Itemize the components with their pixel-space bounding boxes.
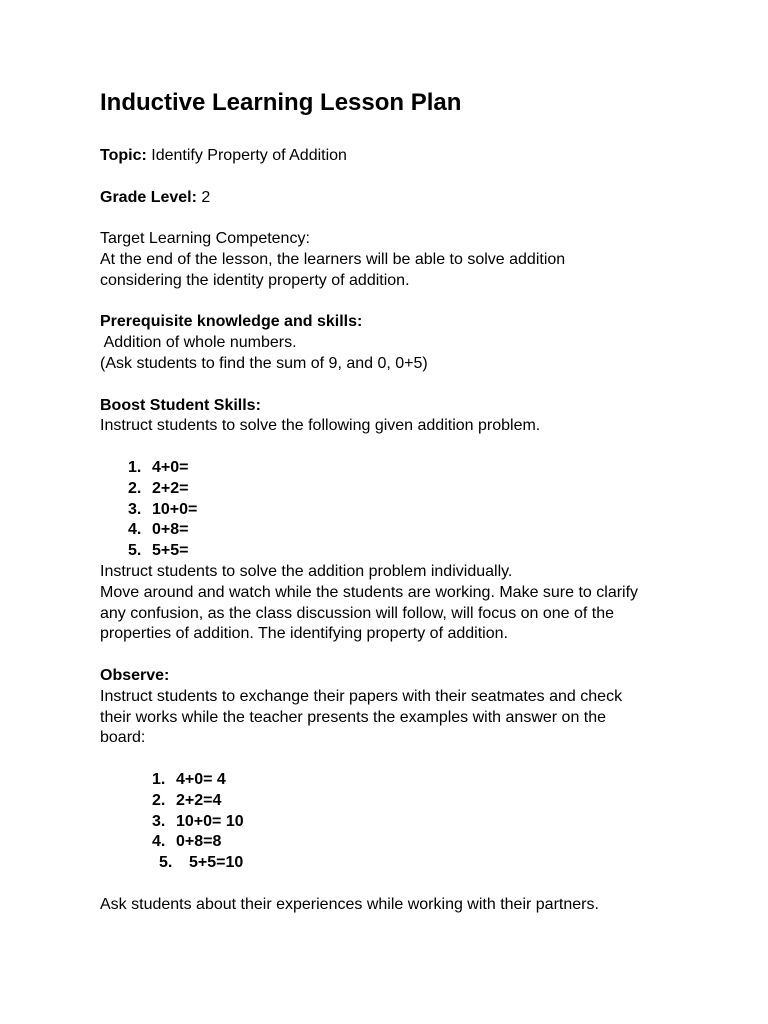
boost-problem-list [100,458,680,562]
boost-heading: Boost Student Skills: [100,396,261,414]
grade-value: 2 [201,188,211,206]
competency-text-line: considering the identity property of addition. [100,271,410,289]
observe-answer-list [100,770,680,874]
list-item: 5. 5+5=10 [159,854,244,872]
observe-text-line: board: [100,729,146,747]
grade-label: Grade Level: [100,188,197,206]
list-item: 3. 10+0= [128,500,198,518]
boost-intro: Instruct students to solve the following given addition problem. [100,417,541,435]
topic-label: Topic: [100,147,147,164]
list-item: 4. 0+8= [128,521,189,539]
list-item: 1. 4+0= 4 [152,770,226,788]
prereq-heading: Prerequisite knowledge and skills: [100,313,363,331]
boost-after-line: properties of addition. The identifying property of addition. [100,625,508,643]
competency-heading: Target Learning Competency: [100,230,310,248]
observe-text-line: Instruct students to exchange their papers with their seatmates and check [100,687,623,705]
document-title: Inductive Learning Lesson Plan [100,89,462,116]
list-item: 4. 0+8=8 [152,833,222,851]
prereq-text-line: Addition of whole numbers. [100,334,297,352]
topic-line [100,146,680,167]
document-page [100,88,680,915]
list-item: 2. 2+2= [128,479,189,497]
grade-line [100,188,680,209]
list-item: 2. 2+2=4 [152,791,222,809]
list-item: 3. 10+0= 10 [152,812,244,830]
observe-closing: Ask students about their experiences while working with their partners. [100,895,599,913]
boost-after-line: any confusion, as the class discussion will follow, will focus on one of the [100,604,615,622]
boost-after-line: Move around and watch while the students are working. Make sure to clarify [100,583,639,601]
prereq-text-line: (Ask students to find the sum of 9, and 0, 0+5) [100,354,428,372]
boost-after-line: Instruct students to solve the addition problem individually. [100,562,513,580]
competency-text-line: At the end of the lesson, the learners will be able to solve addition [100,250,566,268]
list-item: 5. 5+5= [128,542,189,560]
topic-value: Identify Property of Addition [151,147,347,164]
observe-text-line: their works while the teacher presents the examples with answer on the [100,708,607,726]
list-item: 1. 4+0= [128,458,189,476]
observe-heading: Observe: [100,666,170,684]
